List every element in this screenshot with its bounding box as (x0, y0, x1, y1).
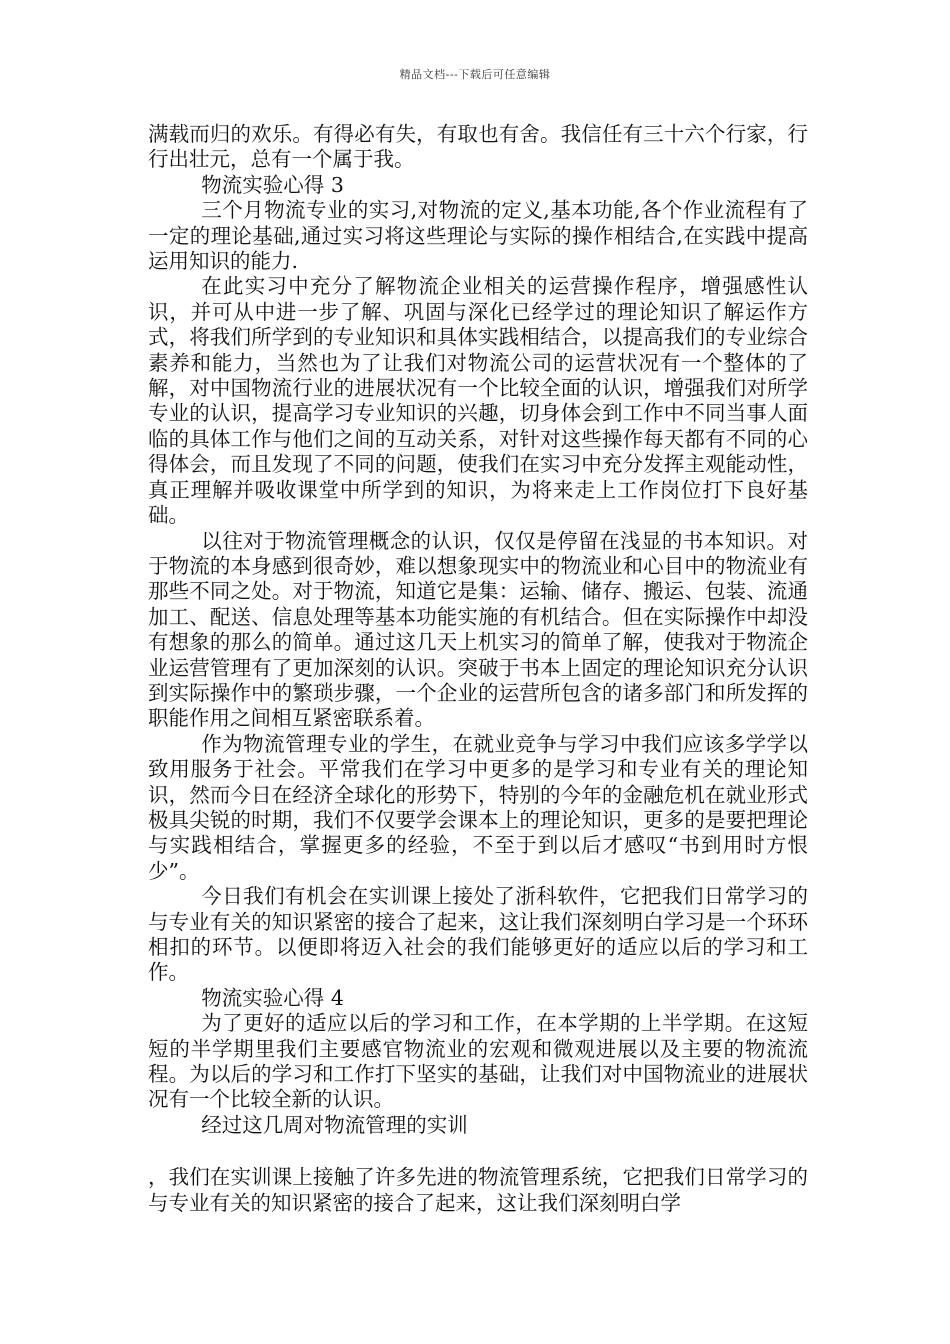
document-body (148, 122, 808, 1216)
paragraph: 作为物流管理专业的学生，在就业竞争与学习中我们应该多学学以致用服务于社会。平常我们在学习中更多的是学习和专业有关的理论知识，然而今日在经济全球化的形势下，特别的今年的金融危机在就业形式极具尖锐的时期，我们不仅要学会课本上的理论知识，更多的是要把理论与实践相结合，掌握更多的经验，不至于到以后才感叹“书到用时方恨少”。 (148, 731, 808, 883)
section-heading-4: 物流实验心得 4 (201, 985, 344, 1010)
paragraph: 为了更好的适应以后的学习和工作，在本学期的上半学期。在这短短的半学期里我们主要感官物流业的宏观和微观进展以及主要的物流流程。为以后的学习和工作打下坚实的基础，让我们对中国物流业的进展状况有一个比较全新的认识。 (148, 1011, 808, 1112)
paragraph-continuation: 满载而归的欢乐。有得必有失，有取也有舍。我信任有三十六个行家，行行出壮元，总有一个属于我。 (148, 122, 808, 172)
paragraph-lead: 经过这几周对物流管理的实训 (201, 1112, 468, 1137)
page-header: 精品文档---下载后可任意编辑 (399, 68, 551, 81)
paragraph: 在此实习中充分了解物流企业相关的运营操作程序，增强感性认识，并可从中进一步了解、巩固与深化已经学过的理论知识了解运作方式，将我们所学到的专业知识和具体实践相结合，以提高我们的专业综合素养和能力，当然也为了让我们对物流公司的运营状况有一个整体的了解，对中国物流行业的进展状况有一个比较全面的认识，增强我们对所学专业的认识，提高学习专业知识的兴趣，切身体会到工作中不同当事人面临的具体工作与他们之间的互动关系，对针对这些操作每天都有不同的心得体会，而且发现了不同的问题，使我们在实习中充分发挥主观能动性，真正理解并吸收课堂中所学到的知识，为将来走上工作岗位打下良好基础。 (148, 274, 808, 528)
paragraph: 以往对于物流管理概念的认识，仅仅是停留在浅显的书本知识。对于物流的本身感到很奇妙，难以想象现实中的物流业和心目中的物流业有那些不同之处。对于物流，知道它是集：运输、储存、搬运、包装、流通加工、配送、信息处理等基本功能实施的有机结合。但在实际操作中却没有想象的那么的简单。通过这几天上机实习的简单了解，使我对于物流企业运营管理有了更加深刻的认识。突破于书本上固定的理论知识充分认识到实际操作中的繁琐步骤，一个企业的运营所包含的诸多部门和所发挥的职能作用之间相互紧密联系着。 (148, 528, 808, 731)
section-heading-3: 物流实验心得 3 (201, 172, 344, 197)
paragraph: 今日我们有机会在实训课上接处了浙科软件，它把我们日常学习的与专业有关的知识紧密的接合了起来，这让我们深刻明白学习是一个环环相扣的环节。以便即将迈入社会的我们能够更好的适应以后的学习和工作。 (148, 884, 808, 985)
paragraph: 三个月物流专业的实习,对物流的定义,基本功能,各个作业流程有了一定的理论基础,通过实习将这些理论与实际的操作相结合,在实践中提高运用知识的能力. (148, 198, 808, 274)
paragraph-continuation: ，我们在实训课上接触了许多先进的物流管理系统，它把我们日常学习的与专业有关的知识紧密的接合了起来，这让我们深刻明白学 (148, 1165, 808, 1215)
